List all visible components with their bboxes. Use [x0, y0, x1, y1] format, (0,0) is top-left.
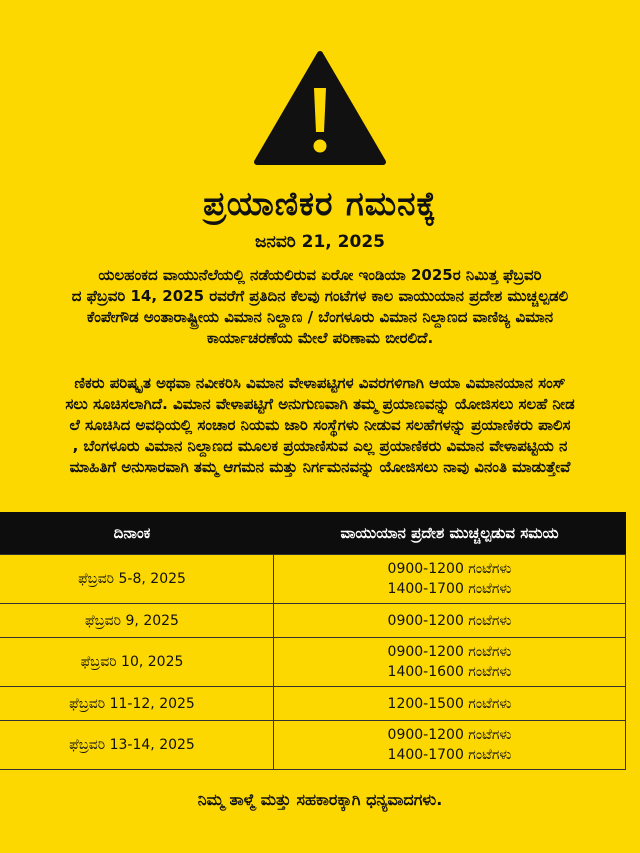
time-slot: 1400-1700 ಗಂಟೆಗಳು	[387, 747, 512, 763]
row-date: ಫೆಬ್ರವರಿ 13-14, 2025	[0, 721, 274, 770]
time-slot: 0900-1200 ಗಂಟೆಗಳು	[387, 612, 512, 629]
table-header-row	[0, 512, 626, 555]
paragraph-line: ಮಾಹಿತಿಗೆ ಅನುಸಾರವಾಗಿ ತಮ್ಮ ಆಗಮನ ಮತ್ತು ನಿರ್ಗಮನವನ್ನು ಯೋಜಿಸಲು ನಾವು ವಿನಂತಿ ಮಾಡುತ್ತೇವೆ	[69, 458, 571, 476]
row-date: ಫೆಬ್ರವರಿ 11-12, 2025	[0, 687, 274, 721]
time-slot: 1200-1500 ಗಂಟೆಗಳು	[387, 695, 512, 712]
paragraph-line: ಣಿಕರು ಪರಿಷ್ಕೃತ ಅಥವಾ ನವೀಕರಿಸಿ ವಿಮಾನ ವೇಳಾಪಟ್ಟಿಗಳ ವಿವರಗಳಿಗಾಗಿ ಆಯಾ ವಿಮಾನಯಾನ ಸಂಸ್	[74, 374, 566, 392]
time-slot: 1400-1700 ಗಂಟೆಗಳು	[387, 581, 512, 597]
time-slot: 0900-1200 ಗಂಟೆಗಳು	[387, 727, 512, 743]
row-times	[274, 638, 626, 687]
paragraph-line: ಸಲು ಸೂಚಿಸಲಾಗಿದೆ. ವಿಮಾನ ವೇಳಾಪಟ್ಟಿಗೆ ಅನುಗುಣವಾಗಿ ತಮ್ಮ ಪ್ರಯಾಣವನ್ನು ಯೋಜಿಸಲು ಸಲಹೆ ನೀಡ	[65, 395, 575, 413]
time-slot: 0900-1200 ಗಂಟೆಗಳು	[387, 561, 512, 577]
notice-paragraph-1	[0, 265, 640, 349]
paragraph-line: ಯಲಹಂಕದ ವಾಯುನೆಲೆಯಲ್ಲಿ ನಡೆಯಲಿರುವ ಏರೋ ಇಂಡಿಯಾ 2025ರ ನಿಮಿತ್ತ ಫೆಬ್ರವರಿ	[98, 266, 542, 284]
paragraph-line: , ಬೆಂಗಳೂರು ವಿಮಾನ ನಿಲ್ದಾಣದ ಮೂಲಕ ಪ್ರಯಾಣಿಸುವ ಎಲ್ಲ ಪ್ರಯಾಣಿಕರು ವಿಮಾನ ವೇಳಾಪಟ್ಟಿಯ ನ	[72, 437, 568, 455]
time-slot: 1400-1600 ಗಂಟೆಗಳು	[387, 664, 512, 680]
header-closure-time: ವಾಯುಯಾನ ಪ್ರದೇಶ ಮುಚ್ಚಲ್ಪಡುವ ಸಮಯ	[274, 512, 626, 555]
header-date: ದಿನಾಂಕ	[0, 512, 274, 555]
notice-date: ಜನವರಿ 21, 2025	[254, 232, 386, 252]
row-times	[274, 604, 626, 638]
thank-you-footer: ನಿಮ್ಮ ತಾಳ್ಮೆ ಮತ್ತು ಸಹಕಾರಕ್ಕಾಗಿ ಧನ್ಯವಾದಗಳು.	[197, 790, 443, 809]
notice-paragraph-2	[0, 373, 640, 478]
warning-triangle-icon	[253, 50, 387, 168]
closure-schedule-table	[0, 512, 626, 770]
paragraph-line: ಕೆಂಪೇಗೌಡ ಅಂತಾರಾಷ್ಟ್ರೀಯ ವಿಮಾನ ನಿಲ್ದಾಣ / ಬೆಂಗಳೂರು ವಿಮಾನ ನಿಲ್ದಾಣದ ವಾಣಿಜ್ಯ ವಿಮಾನ	[86, 308, 554, 326]
table-row	[0, 604, 626, 638]
notice-title: ಪ್ರಯಾಣಿಕರ ಗಮನಕ್ಕೆ	[203, 184, 437, 223]
paragraph-line: ಕಾರ್ಯಾಚರಣೆಯ ಮೇಲೆ ಪರಿಣಾಮ ಬೀರಲಿದೆ.	[206, 329, 434, 347]
table-row	[0, 687, 626, 721]
row-times	[274, 687, 626, 721]
row-date: ಫೆಬ್ರವರಿ 9, 2025	[0, 604, 274, 638]
time-slot: 0900-1200 ಗಂಟೆಗಳು	[387, 644, 512, 660]
table-row	[0, 638, 626, 687]
row-date: ಫೆಬ್ರವರಿ 10, 2025	[0, 638, 274, 687]
paragraph-line: ಲೆ ಸೂಚಿಸಿದ ಅವಧಿಯಲ್ಲಿ ಸಂಚಾರ ನಿಯಮ ಜಾರಿ ಸಂಸ್ಥೆಗಳು ನೀಡುವ ಸಲಹೆಗಳನ್ನು ಪ್ರಯಾಣಿಕರು ಪಾಲಿಸ	[69, 416, 571, 434]
table-row	[0, 555, 626, 604]
row-times	[274, 721, 626, 770]
paragraph-line: ದ ಫೆಬ್ರವರಿ 14, 2025 ರವರೆಗೆ ಪ್ರತಿದಿನ ಕೆಲವು ಗಂಟೆಗಳ ಕಾಲ ವಾಯುಯಾನ ಪ್ರದೇಶ ಮುಚ್ಚಲ್ಪಡಲಿ	[71, 287, 569, 305]
row-times	[274, 555, 626, 604]
table-row	[0, 721, 626, 770]
row-date: ಫೆಬ್ರವರಿ 5-8, 2025	[0, 555, 274, 604]
